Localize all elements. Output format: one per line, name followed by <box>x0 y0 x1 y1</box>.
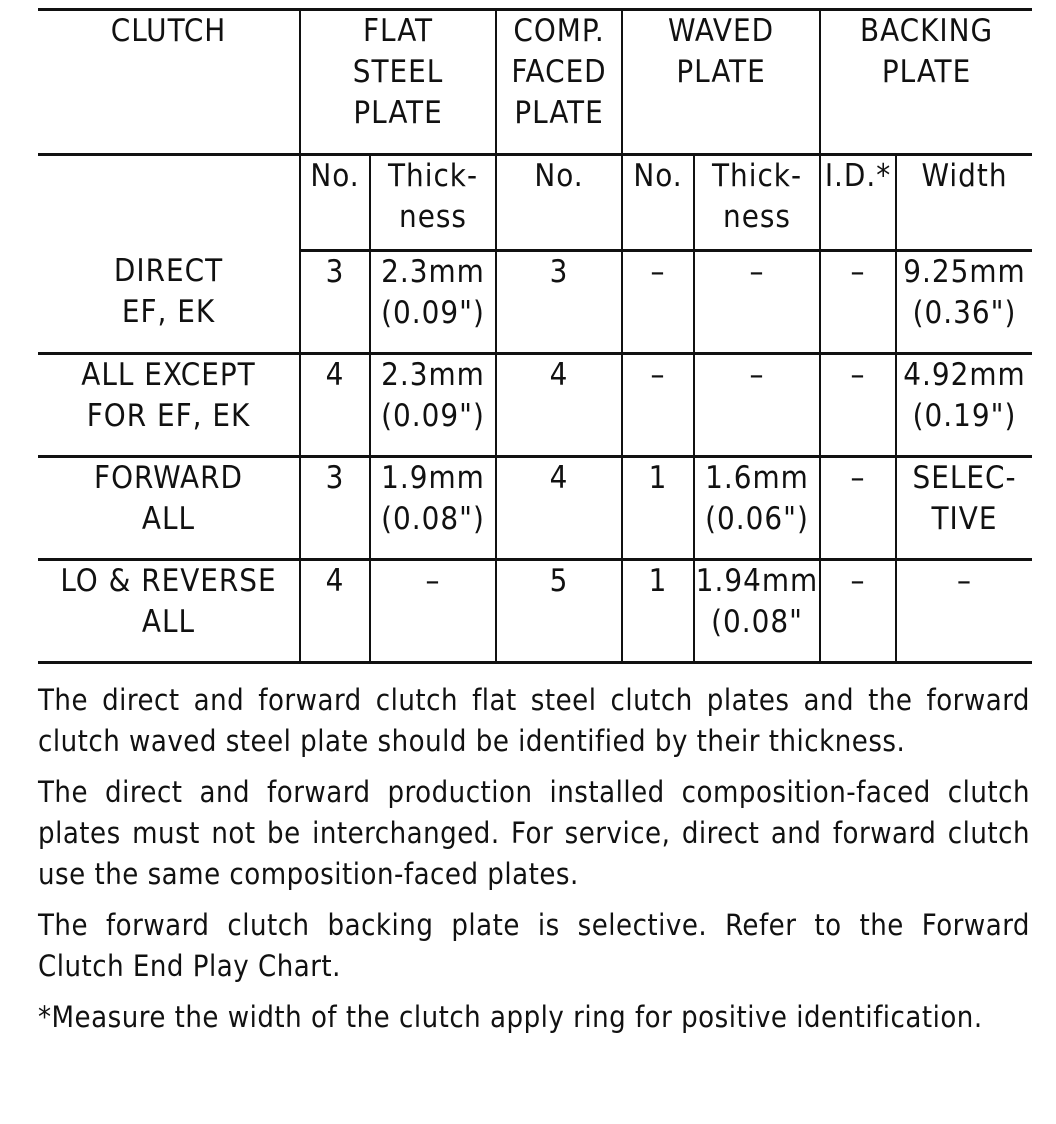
comp-no-cell: 4 <box>496 457 622 560</box>
backing-id-cell: – <box>820 354 896 457</box>
notes-section <box>38 680 1030 1048</box>
backing-id-cell: – <box>820 251 896 354</box>
clutch-name-cell: ALL EXCEPT FOR EF, EK <box>38 354 300 457</box>
waved-thickness-cell: – <box>694 354 820 457</box>
waved-no-cell: – <box>622 354 694 457</box>
flat-no-subheader: No. <box>300 155 370 251</box>
comp-faced-plate-header: COMP. FACED PLATE <box>496 10 622 155</box>
flat-thickness-subheader: Thick- ness <box>370 155 496 251</box>
flat-no-cell: 4 <box>300 560 370 663</box>
clutch-subheader-blank <box>38 155 300 251</box>
waved-no-subheader: No. <box>622 155 694 251</box>
table-row <box>38 354 1032 457</box>
header-row <box>38 10 1032 155</box>
waved-no-cell: – <box>622 251 694 354</box>
note-backing-selective: The forward clutch backing plate is selective. Refer to the Forward Clutch End Play Chart. <box>38 908 1030 983</box>
backing-id-cell: – <box>820 560 896 663</box>
comp-no-subheader: No. <box>496 155 622 251</box>
table-row <box>38 457 1032 560</box>
table-row <box>38 251 1032 354</box>
flat-thickness-cell: – <box>370 560 496 663</box>
clutch-plate-table <box>38 8 1032 664</box>
flat-steel-plate-header: FLAT STEEL PLATE <box>300 10 496 155</box>
flat-thickness-cell: 2.3mm (0.09") <box>370 251 496 354</box>
table-row <box>38 560 1032 663</box>
flat-no-cell: 3 <box>300 251 370 354</box>
note-identify-thickness: The direct and forward clutch flat steel clutch plates and the forward clutch waved steel plate should be identified by their thickness. <box>38 683 1030 758</box>
flat-thickness-cell: 2.3mm (0.09") <box>370 354 496 457</box>
comp-no-cell: 3 <box>496 251 622 354</box>
flat-thickness-cell: 1.9mm (0.08") <box>370 457 496 560</box>
comp-no-cell: 5 <box>496 560 622 663</box>
clutch-header: CLUTCH <box>38 10 300 155</box>
clutch-name-cell: FORWARD ALL <box>38 457 300 560</box>
waved-thickness-subheader: Thick- ness <box>694 155 820 251</box>
flat-no-cell: 4 <box>300 354 370 457</box>
comp-no-cell: 4 <box>496 354 622 457</box>
backing-width-cell: 9.25mm (0.36") <box>896 251 1032 354</box>
waved-plate-header: WAVED PLATE <box>622 10 820 155</box>
waved-no-cell: 1 <box>622 457 694 560</box>
waved-thickness-cell: 1.6mm (0.06") <box>694 457 820 560</box>
backing-width-cell: SELEC- TIVE <box>896 457 1032 560</box>
backing-plate-header: BACKING PLATE <box>820 10 1032 155</box>
backing-id-cell: – <box>820 457 896 560</box>
clutch-name-cell: LO & REVERSE ALL <box>38 560 300 663</box>
waved-no-cell: 1 <box>622 560 694 663</box>
note-not-interchanged: The direct and forward production installed composition-faced clutch plates must not be interchanged. For service, direct and forward clutch use the same composition-faced plates. <box>38 775 1030 891</box>
waved-thickness-cell: 1.94mm (0.08" <box>694 560 820 663</box>
subheader-row <box>38 155 1032 251</box>
backing-id-subheader: I.D.* <box>820 155 896 251</box>
clutch-name-cell: DIRECT EF, EK <box>38 251 300 354</box>
backing-width-subheader: Width <box>896 155 1032 251</box>
flat-no-cell: 3 <box>300 457 370 560</box>
note-measure-apply-ring: *Measure the width of the clutch apply ring for positive identification. <box>38 1000 983 1034</box>
waved-thickness-cell: – <box>694 251 820 354</box>
backing-width-cell: – <box>896 560 1032 663</box>
backing-width-cell: 4.92mm (0.19") <box>896 354 1032 457</box>
